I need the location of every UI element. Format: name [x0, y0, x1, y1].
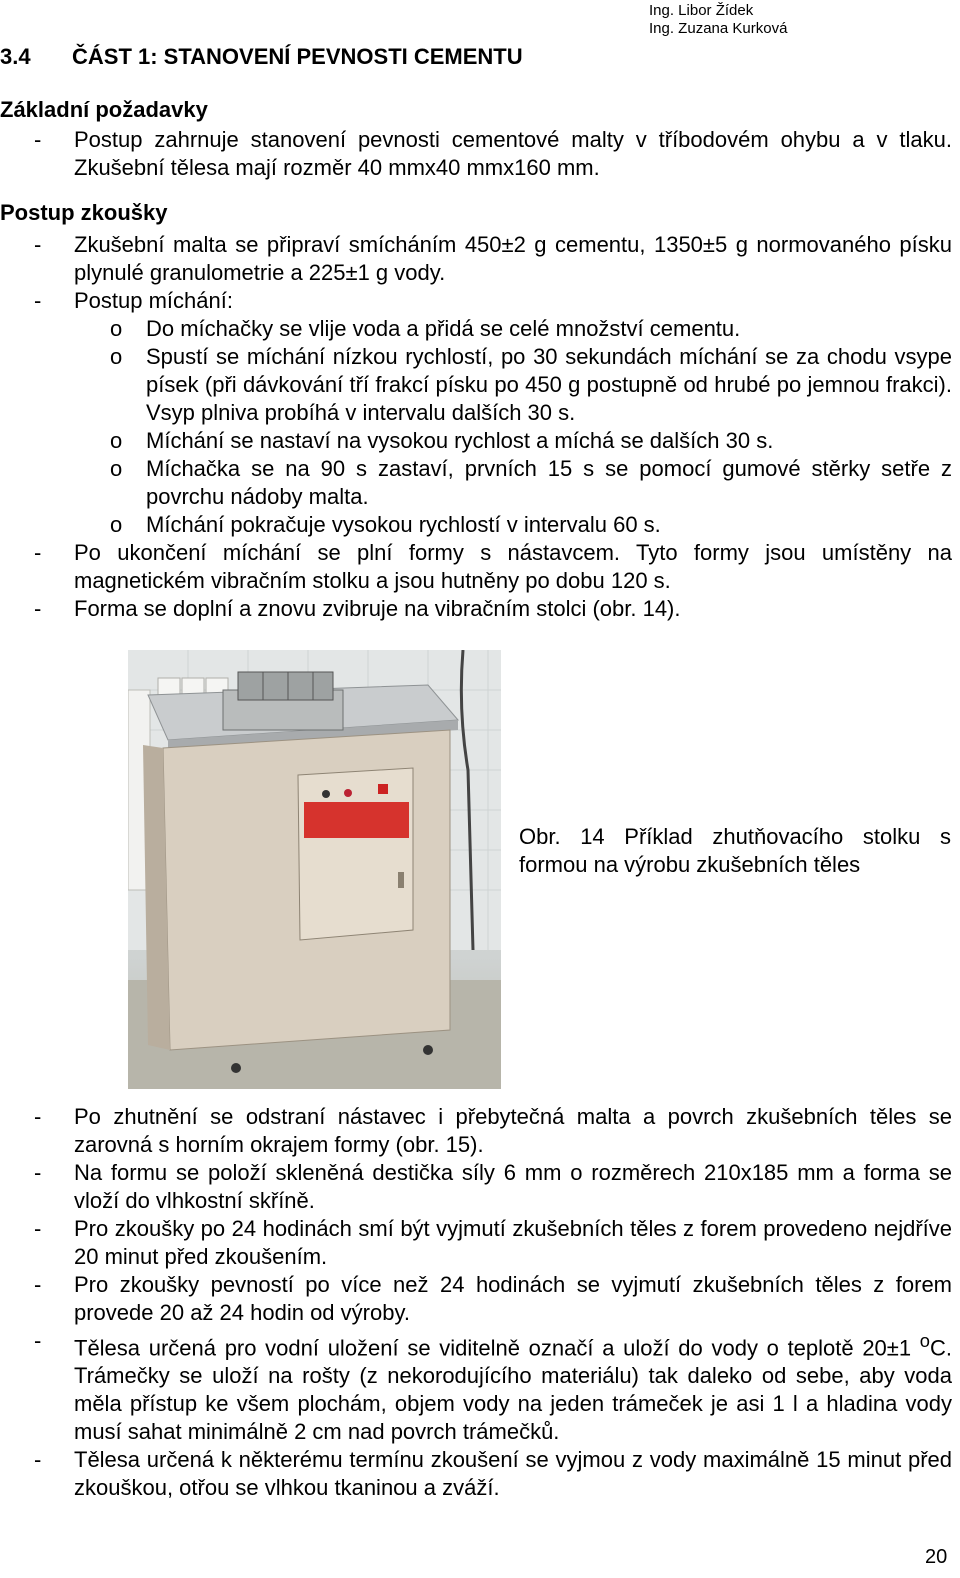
sub-item: o Míchačka se na 90 s zastaví, prvních 15 s se pomocí gumové stěrky setře z povrchu nádoby malta.: [110, 456, 952, 509]
vibrating-table-photo: [128, 650, 501, 1089]
authors: [649, 2, 787, 38]
sub-item: o Spustí se míchání nízkou rychlostí, po 30 sekundách míchání se za chodu vsype písek (při dávkování tří frakcí písku po 450 g postupně od hrubé po jemnou frakci). Vsyp plniva probíhá v intervalu dalších 30 s.: [110, 344, 952, 425]
list-item: - Pro zkoušky po 24 hodinách smí být vyjmutí zkušebních těles z forem provedeno nejdříve 20 minut před zkoušením.: [34, 1216, 952, 1269]
list-item: - Pro zkoušky pevností po více než 24 hodinách se vyjmutí zkušebních těles z forem provede 20 až 24 hodin od výroby.: [34, 1272, 952, 1325]
section-heading: [0, 44, 523, 70]
section-title: ČÁST 1: STANOVENÍ PEVNOSTI CEMENTU: [72, 44, 523, 69]
list-item: - Po zhutnění se odstraní nástavec i přebytečná malta a povrch zkušebních těles se zarovná s horním okrajem formy (obr. 15).: [34, 1104, 952, 1157]
procedure-title: Postup zkoušky: [0, 200, 168, 225]
figure-caption: Obr. 14 Příklad zhutňovacího stolku s formou na výrobu zkušebních těles: [519, 824, 951, 877]
procedure-list: [0, 231, 952, 623]
list-item: - Forma se doplní a znovu zvibruje na vibračním stolci (obr. 14).: [34, 596, 681, 621]
sub-item: o Míchání pokračuje vysokou rychlostí v intervalu 60 s.: [110, 512, 661, 537]
section-number: 3.4: [0, 44, 31, 69]
list-item: - Zkušební malta se připraví smícháním 450±2 g cementu, 1350±5 g normovaného písku plynulé granulometrie a 225±1 g vody.: [34, 232, 952, 285]
list-item: - Tělesa určená k některému termínu zkoušení se vyjmou z vody maximálně 15 minut před zkouškou, otřou se vlhkou tkaninou a zváží.: [34, 1447, 952, 1501]
page-number: 20: [925, 1546, 948, 1568]
sub-item: o Míchání se nastaví na vysokou rychlost a míchá se dalších 30 s.: [110, 428, 774, 453]
author-2: Ing. Zuzana Kurková: [649, 20, 788, 37]
list-item: - Postup zahrnuje stanovení pevnosti cementové malty v tříbodovém ohybu a v tlaku. Zkušební tělesa mají rozměr 40 mmx40 mmx160 mm.: [34, 127, 952, 180]
degree-superscript: o: [919, 1330, 930, 1351]
list-item: - Tělesa určená pro vodní uložení se viditelně označí a uloží do vody o teplotě 20±1 $^o$C. Trámečky se uloží na rošty (z nekorodujícího materiálu) tak daleko od sebe, aby voda měla přístup ke všem plochám, objem vody na jeden trámeček je asi 1 l a hladina vody musí sahat minimálně 2 cm nad povrch trámečků.: [34, 1328, 952, 1445]
post-compaction-list: [0, 1103, 952, 1502]
requirements-list: [0, 126, 952, 182]
list-item: - Po ukončení míchání se plní formy s nástavcem. Tyto formy jsou umístěny na magnetickém vibračním stolku a jsou hutněny po dobu 120 s.: [34, 540, 952, 593]
author-1: Ing. Libor Žídek: [649, 2, 754, 19]
sub-item: o Do míchačky se vlije voda a přidá se celé množství cementu.: [110, 316, 741, 341]
list-item: - Postup míchání:: [34, 288, 233, 313]
list-item: - Na formu se položí skleněná destička síly 6 mm o rozměrech 210x185 mm a forma se vloží do vlhkostní skříně.: [34, 1160, 952, 1213]
requirements-title: Základní požadavky: [0, 97, 208, 122]
